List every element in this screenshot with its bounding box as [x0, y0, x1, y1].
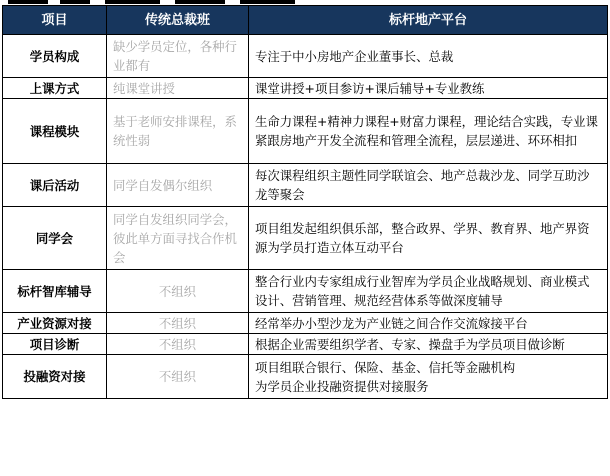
table-row — [3, 270, 608, 313]
table-row — [3, 313, 608, 334]
cell-benchmark: 每次课程组织主题性同学联谊会、地产总裁沙龙、同学互助沙龙等聚会 — [249, 164, 608, 207]
table-row — [3, 78, 608, 99]
cell-item: 同学会 — [3, 207, 107, 270]
cell-benchmark: 专注于中小房地产企业董事长、总裁 — [249, 35, 608, 78]
cell-item: 课程模块 — [3, 99, 107, 164]
cell-item: 项目诊断 — [3, 334, 107, 355]
cell-traditional: 纯课堂讲授 — [107, 78, 249, 99]
table-row — [3, 164, 608, 207]
cell-traditional: 缺少学员定位，各种行业都有 — [107, 35, 249, 78]
cell-item: 上课方式 — [3, 78, 107, 99]
cell-benchmark: 根据企业需要组织学者、专家、操盘手为学员项目做诊断 — [249, 334, 608, 355]
cell-traditional: 同学自发偶尔组织 — [107, 164, 249, 207]
cell-item: 产业资源对接 — [3, 313, 107, 334]
cell-traditional: 不组织 — [107, 334, 249, 355]
cell-benchmark: 生命力课程+精神力课程+财富力课程，理论结合实践，专业课紧跟房地产开发全流程和管理全流程，层层递进、环环相扣 — [249, 99, 608, 164]
cell-benchmark: 经常举办小型沙龙为产业链之间合作交流嫁接平台 — [249, 313, 608, 334]
cell-item: 标杆智库辅导 — [3, 270, 107, 313]
cell-traditional: 不组织 — [107, 355, 249, 399]
table-row — [3, 334, 608, 355]
cell-benchmark: 课堂讲授+项目参访+课后辅导+专业教练 — [249, 78, 608, 99]
header-item: 项目 — [3, 6, 107, 35]
cell-item: 学员构成 — [3, 35, 107, 78]
table-row — [3, 207, 608, 270]
comparison-table — [2, 5, 608, 399]
cell-traditional: 同学自发组织同学会，彼此单方面寻找合作机会 — [107, 207, 249, 270]
header-benchmark: 标杆地产平台 — [249, 6, 608, 35]
cell-traditional: 不组织 — [107, 313, 249, 334]
cell-benchmark: 整合行业内专家组成行业智库为学员企业战略规划、商业模式设计、营销管理、规范经营体系等做深度辅导 — [249, 270, 608, 313]
header-traditional: 传统总裁班 — [107, 6, 249, 35]
table-row — [3, 355, 608, 399]
table-row — [3, 35, 608, 78]
table-header-row — [3, 6, 608, 35]
cell-item: 课后活动 — [3, 164, 107, 207]
cell-traditional: 不组织 — [107, 270, 249, 313]
cell-traditional: 基于老师安排课程，系统性弱 — [107, 99, 249, 164]
table-row — [3, 99, 608, 164]
cell-benchmark: 项目组发起组织俱乐部，整合政界、学界、教育界、地产界资源为学员打造立体互动平台 — [249, 207, 608, 270]
cell-item: 投融资对接 — [3, 355, 107, 399]
cell-benchmark: 项目组联合银行、保险、基金、信托等金融机构 为学员企业投融资提供对接服务 — [249, 355, 608, 399]
